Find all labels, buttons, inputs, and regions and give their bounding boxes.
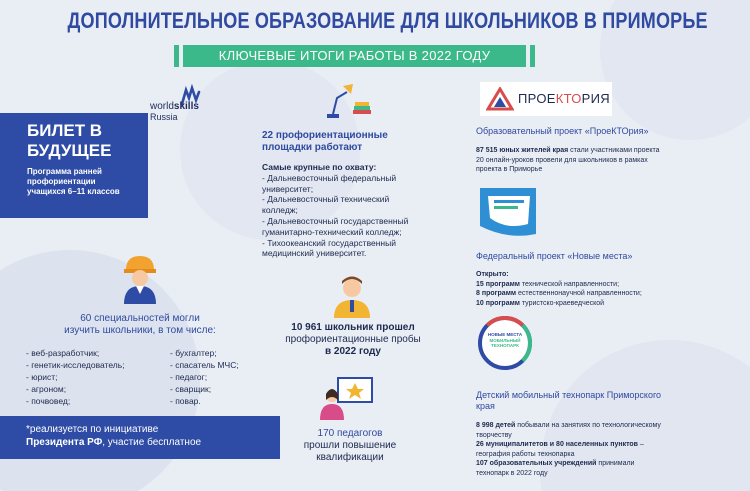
worldskills-text	[150, 102, 199, 112]
trials-stat	[268, 322, 438, 358]
stat-bold: 8 998 детей	[476, 422, 516, 429]
list-item	[476, 289, 642, 299]
list-item: колледж;	[262, 205, 298, 216]
technopark-stat: география работы технопарка	[476, 450, 575, 458]
platforms-count-line: площадки работают	[262, 142, 363, 153]
proektoria-label: Образовательный проект «ПроеКТОрия»	[476, 126, 649, 136]
ws-skills: skills	[173, 101, 199, 112]
page-title: ДОПОЛНИТЕЛЬНОЕ ОБРАЗОВАНИЕ ДЛЯ ШКОЛЬНИКОВ В ПРИМОРЬЕ	[67, 8, 708, 33]
stat-rest: туристско-краеведческой	[519, 299, 605, 307]
list-item: - Тихоокеанский государственный	[262, 237, 396, 248]
platforms-count-line: 22 профориентационные	[262, 130, 388, 141]
list-item: университет;	[262, 183, 314, 194]
specialties-header	[25, 313, 255, 337]
stat-bold: 15 программ	[476, 280, 520, 288]
teacher-icon	[320, 376, 376, 420]
worldskills-russia: Russia	[150, 112, 178, 122]
trials-line	[268, 322, 438, 334]
new-places-logo	[480, 186, 542, 242]
note-rest: , участие бесплатное	[102, 437, 202, 448]
stat-rest: технической направленности;	[519, 280, 620, 288]
technopark-logo-text	[486, 332, 524, 349]
ticket-title: БУДУЩЕЕ	[27, 141, 112, 160]
proektoria-logo-icon	[486, 87, 514, 111]
list-item: - веб-разработчик;	[26, 348, 100, 358]
proektoria-stats	[476, 146, 660, 175]
technopark-label-line: Детский мобильный технопарк Приморского	[476, 390, 662, 400]
teachers-stat	[270, 428, 430, 464]
note-line	[26, 436, 280, 449]
new-places-stats	[476, 270, 642, 308]
stat-rest: побывали на занятиях по технологическому	[515, 422, 661, 429]
stat-bold: 10 программ	[476, 299, 520, 307]
specialties-col1	[26, 347, 125, 407]
desk-lamp-icon	[325, 80, 375, 120]
stat-rest: принимали	[596, 460, 635, 467]
new-places-opened: Открыто:	[476, 271, 509, 278]
list-item: - почвовед;	[26, 396, 71, 406]
logo-part: ПРОЕ	[518, 91, 556, 106]
list-item: - повар.	[170, 396, 201, 406]
ws-world: world	[150, 101, 174, 112]
technopark-logo	[478, 316, 532, 370]
proektoria-logo-text	[518, 91, 610, 106]
technopark-label	[476, 390, 661, 412]
technopark-stat: технопарк в 2022 году	[476, 469, 548, 477]
platforms-list-title: Самые крупные по охвату:	[262, 162, 377, 172]
list-item	[476, 299, 642, 309]
technopark-stat	[476, 440, 661, 450]
platforms-count	[262, 130, 388, 154]
worldskills-logo	[150, 84, 210, 134]
list-item: - спасатель МЧС;	[170, 360, 239, 370]
list-item: - сварщик;	[170, 384, 212, 394]
ticket-desc: профориентации	[27, 177, 96, 186]
ticket-desc: учащихся 6–11 классов	[27, 187, 120, 196]
technopark-logo-line: НОВЫЕ МЕСТА	[487, 332, 523, 337]
note-bold: Президента РФ	[26, 437, 103, 448]
trials-line: в 2022 году	[325, 346, 381, 357]
stat-bold: 26 муниципалитетов и 80 населенных пунктов	[476, 441, 638, 448]
trials-line: профориентационные пробы	[285, 334, 421, 345]
list-item: - педагог;	[170, 372, 208, 382]
specialties-line: 60 специальностей могли	[80, 313, 200, 324]
technopark-label-line: края	[476, 401, 495, 411]
list-item: - бухгалтер;	[170, 348, 217, 358]
technopark-stat	[476, 459, 661, 469]
ticket-title: БИЛЕТ В	[27, 121, 103, 140]
logo-part: РИЯ	[581, 91, 610, 106]
teachers-line: 170 педагогов	[317, 428, 383, 439]
stat-bold: 107 образовательных учреждений	[476, 460, 597, 467]
student-icon	[330, 272, 374, 318]
proektoria-logo	[480, 82, 612, 116]
builder-icon	[118, 252, 162, 304]
trials-line1: 10 961 школьник прошел	[291, 322, 415, 333]
note-line: *реализуется по инициативе	[26, 424, 159, 435]
list-item: - агроном;	[26, 384, 67, 394]
stat-bold: 87 515 юных жителей края	[476, 147, 569, 154]
specialties-line: изучить школьники, в том числе:	[64, 325, 216, 336]
stat-rest: стали участниками проекта	[568, 147, 660, 154]
teachers-line: квалификации	[316, 452, 384, 463]
proektoria-stat: 20 онлайн-уроков провели для школьников в рамках	[476, 156, 648, 164]
proektoria-stat: проекта в Приморье	[476, 166, 543, 173]
list-item: гуманитарно-технический колледж;	[262, 226, 402, 237]
president-note	[0, 416, 280, 459]
proektoria-stat	[476, 146, 660, 156]
stat-bold: 8 программ	[476, 290, 517, 297]
list-item: - юрист;	[26, 372, 58, 382]
technopark-stats	[476, 421, 661, 478]
technopark-logo-line: МОБИЛЬНЫЙ ТЕХНОПАРК	[489, 337, 521, 348]
platforms-list	[262, 162, 408, 259]
new-places-label: Федеральный проект «Новые места»	[476, 251, 633, 261]
specialties-col2	[170, 347, 239, 407]
list-item: - Дальневосточный технический	[262, 194, 390, 205]
stat-rest: –	[637, 441, 644, 448]
page-subtitle: КЛЮЧЕВЫЕ ИТОГИ РАБОТЫ В 2022 ГОДУ	[183, 45, 526, 67]
list-item: - генетик-исследователь;	[26, 360, 125, 370]
ticket-card	[0, 113, 148, 218]
technopark-stat	[476, 421, 661, 431]
list-item: - Дальневосточный федеральный	[262, 172, 397, 183]
stat-rest: естественнонаучной направленности;	[516, 290, 642, 297]
teachers-line: прошли повышение	[303, 440, 397, 451]
technopark-stat: творчеству	[476, 431, 512, 439]
logo-part: КТО	[555, 91, 582, 106]
list-item: медицинский университет.	[262, 248, 367, 259]
ticket-desc: Программа ранней	[27, 167, 102, 176]
list-item	[476, 280, 642, 290]
list-item: - Дальневосточный государственный	[262, 215, 409, 226]
